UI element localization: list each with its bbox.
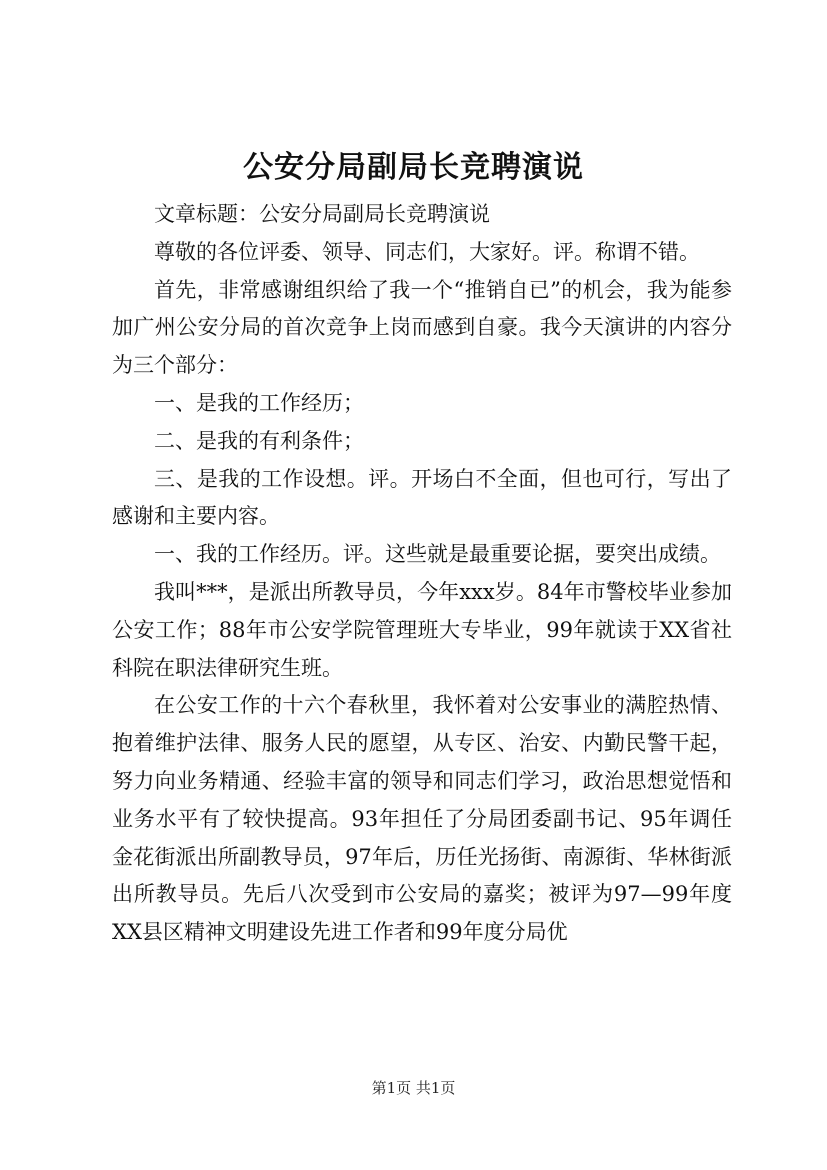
paragraph-part-one: 一、是我的工作经历； xyxy=(154,390,364,415)
paragraph-section-heading: 一、我的工作经历。评。这些就是最重要论据，要突出成绩。 xyxy=(154,542,721,567)
paragraph-greeting: 尊敬的各位评委、领导、同志们，大家好。评。称谓不错。 xyxy=(154,239,700,264)
page-footer: 第1页 共1页 xyxy=(371,1079,456,1097)
paragraph-career: 在公安工作的十六个春秋里，我怀着对公安事业的满腔热情、抱着维护法律、服务人民的愿望，从专区、治安、内勤民警干起，努力向业务精通、经验丰富的领导和同志们学习，政治思想觉悟和业务水平有了较快提高。93年担任了分局团委副书记、95年调任金花街派出所副教导员，97年后，历任光扬街、南源街、华林街派出所教导员。先后八次受到市公安局的嘉奖；被评为97—99年度XX县区精神文明建设先进工作者和99年度分局优 xyxy=(112,693,732,945)
document-body xyxy=(112,196,732,952)
document-title: 公安分局副局长竞聘演说 xyxy=(243,150,584,185)
paragraph-introduction: 首先，非常感谢组织给了我一个“推销自已”的机会，我为能参加广州公安分局的首次竞争上岗而感到自豪。我今天演讲的内容分为三个部分： xyxy=(112,277,732,378)
paragraph-article-title: 文章标题：公安分局副局长竞聘演说 xyxy=(154,202,490,226)
paragraph-part-three: 三、是我的工作设想。评。开场白不全面，但也可行，写出了感谢和主要内容。 xyxy=(112,466,732,529)
paragraph-background: 我叫***，是派出所教导员，今年xxx岁。84年市警校毕业参加公安工作；88年市公安学院管理班大专毕业，99年就读于XX省社科院在职法律研究生班。 xyxy=(112,579,732,680)
paragraph-part-two: 二、是我的有利条件； xyxy=(154,428,364,453)
